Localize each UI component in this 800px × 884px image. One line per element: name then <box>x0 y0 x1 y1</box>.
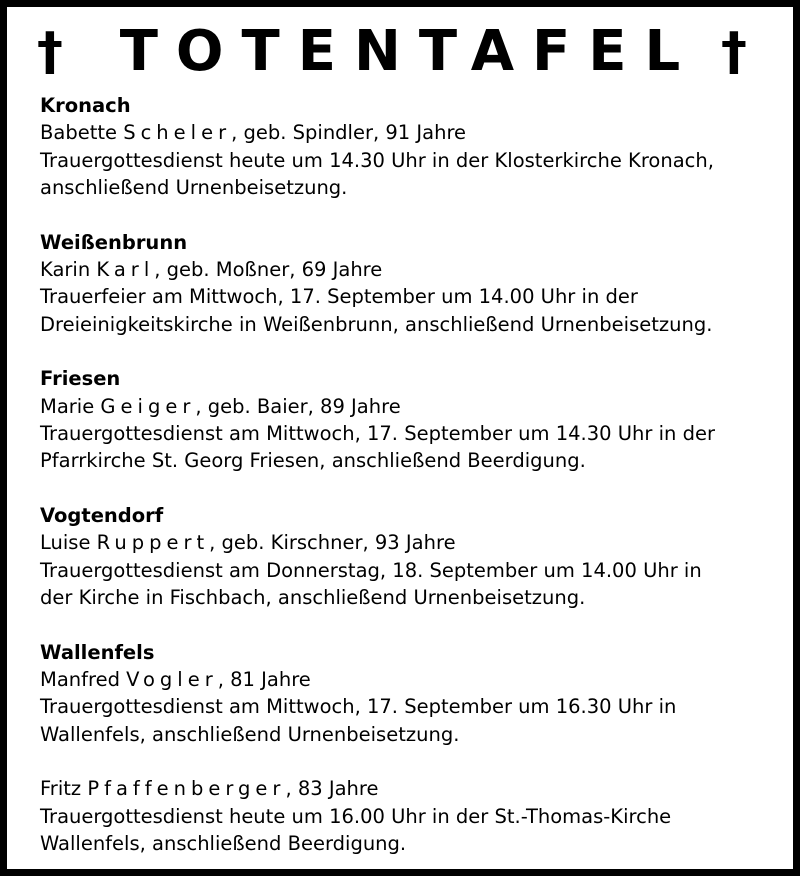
surname: Geiger <box>100 394 196 418</box>
place-name: Weißenbrunn <box>40 230 188 254</box>
deceased-person <box>40 775 785 802</box>
first-name: Fritz <box>40 777 82 801</box>
entry-spacer <box>40 748 785 775</box>
service-info-line: Trauergottesdienst am Donnerstag, 18. September um 14.00 Uhr in <box>40 558 702 582</box>
service-info-line: Wallenfels, anschließend Urnenbeisetzung. <box>40 722 460 746</box>
service-info-line: Trauergottesdienst am Mittwoch, 17. September um 16.30 Uhr in <box>40 695 677 719</box>
first-name: Babette <box>40 121 117 145</box>
header <box>7 19 793 89</box>
person-details: , geb. Spindler, 91 Jahre <box>231 121 467 145</box>
first-name: Luise <box>40 531 91 555</box>
section-friesen <box>40 365 785 475</box>
service-info-line: Trauergottesdienst heute um 16.00 Uhr in der St.-Thomas-Kirche <box>40 804 672 828</box>
section-weissenbrunn <box>40 229 785 339</box>
person-details: , 83 Jahre <box>285 777 379 801</box>
place-name: Kronach <box>40 94 131 117</box>
first-name: Manfred <box>40 667 120 691</box>
deceased-person <box>40 529 785 556</box>
surname: Pfaffenberger <box>87 777 286 801</box>
surname: Ruppert <box>96 531 210 555</box>
person-details: , geb. Kirschner, 93 Jahre <box>209 531 456 555</box>
person-details: , geb. Baier, 89 Jahre <box>195 394 401 418</box>
place-name: Vogtendorf <box>40 503 164 527</box>
service-info-line: Trauergottesdienst am Mittwoch, 17. September um 14.30 Uhr in der <box>40 422 715 446</box>
place-name: Wallenfels <box>40 640 155 664</box>
first-name: Karin <box>40 258 91 282</box>
place-name: Friesen <box>40 367 121 391</box>
page-title: TOTENTAFEL <box>119 19 699 84</box>
service-info-line: Dreieinigkeitskirche in Weißenbrunn, anschließend Urnenbeisetzung. <box>40 312 713 336</box>
service-info-line: Trauerfeier am Mittwoch, 17. September um 14.00 Uhr in der <box>40 285 638 309</box>
section-vogtendorf <box>40 502 785 612</box>
service-info-line: Pfarrkirche St. Georg Friesen, anschließend Beerdigung. <box>40 449 586 473</box>
cross-icon-left: † <box>37 22 63 82</box>
section-kronach <box>40 92 785 202</box>
surname: Scheler <box>123 121 232 145</box>
obituary-list <box>40 92 785 884</box>
deceased-person <box>40 393 785 420</box>
cross-icon-right: † <box>721 22 747 82</box>
person-details: , geb. Moßner, 69 Jahre <box>154 258 383 282</box>
person-details: , 81 Jahre <box>217 667 311 691</box>
service-info-line: Wallenfels, anschließend Beerdigung. <box>40 831 407 855</box>
first-name: Marie <box>40 394 95 418</box>
service-info-line: Trauergottesdienst heute um 14.30 Uhr in der Klosterkirche Kronach, <box>40 148 714 172</box>
surname: Karl <box>96 258 155 282</box>
deceased-person <box>40 256 785 283</box>
service-info-line: der Kirche in Fischbach, anschließend Urnenbeisetzung. <box>40 586 586 610</box>
section-wallenfels <box>40 639 785 858</box>
deceased-person <box>40 666 785 693</box>
surname: Vogler <box>126 667 218 691</box>
deceased-person <box>40 119 785 146</box>
service-info-line: anschließend Urnenbeisetzung. <box>40 176 348 200</box>
